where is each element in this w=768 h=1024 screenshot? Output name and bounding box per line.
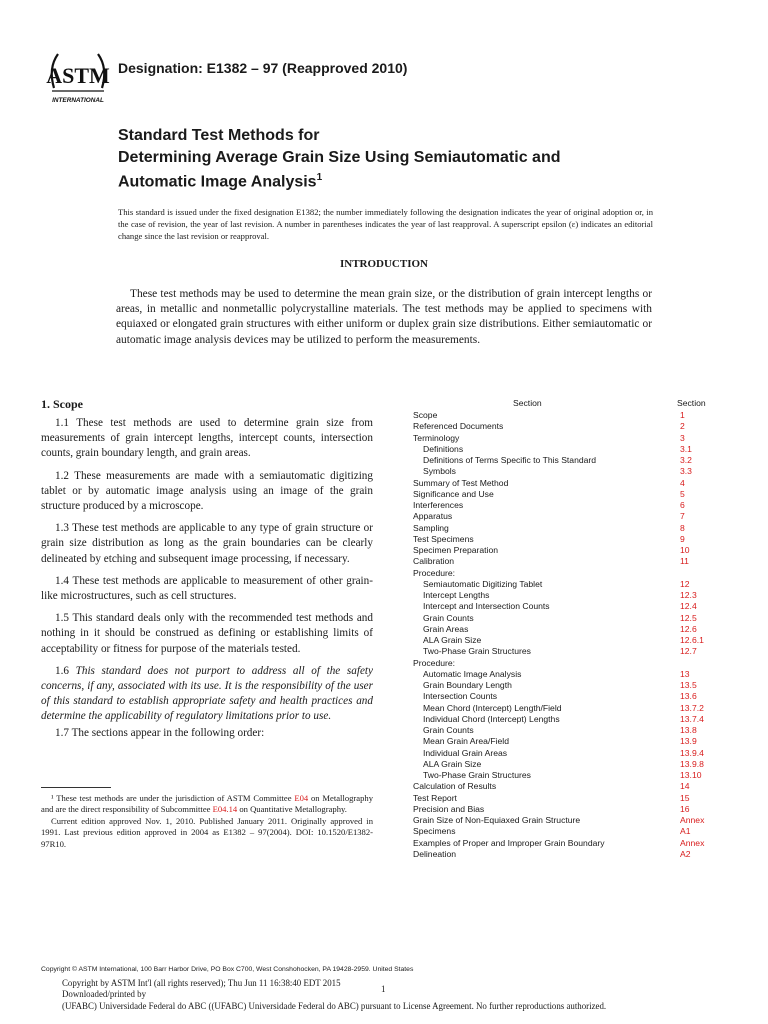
toc-row (413, 804, 713, 815)
document-title (118, 148, 718, 192)
toc-row (413, 523, 713, 534)
toc-row (413, 534, 713, 545)
toc-section-link[interactable]: 13.8 (680, 725, 697, 735)
toc-section-link[interactable]: 12.7 (680, 646, 697, 657)
toc-row (413, 849, 713, 860)
toc-label: Mean Grain Area/Field (423, 736, 509, 747)
title-line1: Standard Test Methods for (118, 127, 320, 144)
footnote-edition: Current edition approved Nov. 1, 2010. Published January 2011. Originally approved in 1991. Last previous edition approved in 2004 as E1382 – 97(2004). DOI: 10.1520/E1382-97R10. (41, 815, 373, 849)
toc-label: Apparatus (413, 511, 453, 522)
title-line3: Automatic Image Analysis (118, 173, 317, 191)
toc-row (413, 680, 713, 691)
toc-section-link[interactable]: 13.7.2 (680, 702, 704, 713)
toc-label: ALA Grain Size (423, 758, 482, 769)
scope-para-1-4: 1.4 These test methods are applicable to measurement of other grain-like microstructures, such as cell structures. (41, 574, 373, 603)
toc-row (413, 601, 713, 612)
toc-row (413, 646, 713, 657)
toc-row (413, 624, 713, 635)
toc-section-link[interactable]: 3 (680, 432, 685, 443)
toc-section-link[interactable]: 12.4 (680, 601, 697, 612)
toc-row (413, 478, 713, 489)
toc-section-link[interactable]: 7 (680, 511, 685, 522)
header-section-left: Section (513, 398, 542, 408)
toc-label: Grain Areas (423, 623, 469, 634)
scope-para-1-3: 1.3 These test methods are applicable to any type of grain structure or grain size distribution as long as the grain boundaries can be clearly delineated by etching and subsequent image processing, if necessary. (41, 522, 373, 565)
toc-section-link[interactable]: 9 (680, 533, 685, 544)
footnotes (41, 793, 373, 850)
sections-table-header (413, 398, 713, 410)
toc-section-link[interactable]: 13.7.4 (680, 713, 704, 724)
scope-para-1-6-num: 1.6 (55, 664, 76, 677)
toc-row (413, 815, 713, 826)
toc-section-link[interactable]: 10 (680, 545, 690, 555)
toc-row (413, 725, 713, 736)
download-line-1: Copyright by ASTM Int'l (all rights reserved); Thu Jun 11 16:38:40 EDT 2015 (62, 978, 341, 988)
toc-row (413, 568, 713, 579)
toc-section-link[interactable]: 12.5 (680, 612, 697, 623)
toc-label: Examples of Proper and Improper Grain Boundary (413, 837, 605, 848)
toc-label: Calculation of Results (413, 781, 497, 792)
footnote-1-text-b: on Metallography and are the direct responsibility of Subcommittee (41, 793, 373, 815)
toc-section-link[interactable]: 3.1 (680, 443, 692, 454)
subcommittee-e04-14-link[interactable]: E04.14 (212, 804, 238, 815)
toc-section-link[interactable]: A1 (680, 826, 691, 837)
footnote-divider (41, 787, 111, 788)
sections-table-body (413, 410, 713, 860)
toc-section-link[interactable]: 12.6.1 (680, 635, 704, 645)
toc-label: Terminology (413, 432, 460, 443)
toc-section-link[interactable]: 4 (680, 477, 685, 488)
toc-label: ALA Grain Size (423, 635, 482, 645)
toc-section-link[interactable]: Annex (680, 837, 705, 848)
toc-section-link[interactable]: 2 (680, 421, 685, 432)
toc-label: Grain Size of Non-Equiaxed Grain Structure (413, 815, 581, 825)
toc-label: Test Report (413, 792, 457, 803)
toc-label: Intercept Lengths (423, 590, 490, 600)
copyright-line: Copyright © ASTM International, 100 Barr Harbor Drive, PO Box C700, West Conshohocken, PA 19428-2959. United States (41, 966, 414, 973)
toc-row (413, 579, 713, 590)
toc-row (413, 556, 713, 567)
toc-section-link[interactable]: 3.3 (680, 466, 692, 477)
toc-row (413, 793, 713, 804)
committee-e04-link[interactable]: E04 (294, 793, 309, 803)
footnote-1 (41, 793, 373, 816)
toc-section-link[interactable]: 8 (680, 522, 685, 533)
toc-row (413, 433, 713, 444)
toc-row (413, 781, 713, 792)
toc-label: Two-Phase Grain Structures (423, 646, 531, 657)
toc-section-link[interactable]: 14 (680, 781, 690, 792)
toc-section-link[interactable]: 13 (680, 668, 690, 679)
scope-para-1-7: 1.7 The sections appear in the following order: (55, 726, 265, 739)
scope-para-1-6 (41, 664, 373, 725)
issued-note: This standard is issued under the fixed designation E1382; the number immediately following the designation indicates the year of original adoption or, in the case of revision, the year of last revision. A number in parentheses indicates the year of last reapproval. A superscript epsilon (ε) indicates an editorial change since the last revision or reapproval. (118, 207, 653, 241)
toc-row (413, 500, 713, 511)
toc-row (413, 410, 713, 421)
toc-section-link[interactable]: 1 (680, 410, 685, 420)
toc-label: Procedure: (413, 567, 456, 578)
logo-subtext: INTERNATIONAL (52, 97, 104, 104)
toc-label: Two-Phase Grain Structures (423, 770, 531, 780)
toc-label: Definitions of Terms Specific to This Standard (423, 455, 597, 465)
toc-label: Semiautomatic Digitizing Tablet (423, 578, 543, 589)
toc-label: Individual Grain Areas (423, 747, 508, 758)
toc-section-link[interactable]: 13.9 (680, 736, 697, 747)
scope-para-1-1: 1.1 These test methods are used to determine grain size from measurements of grain intercept lengths, intercept counts, intersection counts, grain boundary length, and grain areas. (41, 417, 373, 460)
header-section-right: Section (677, 398, 706, 408)
toc-label: Automatic Image Analysis (423, 668, 522, 679)
scope-para-1-2: 1.2 These measurements are made with a semiautomatic digitizing tablet or by automatic image analysis using an image of the grain structure produced by a microscope. (41, 469, 373, 513)
toc-row (413, 691, 713, 702)
designation: Designation: E1382 – 97 (Reapproved 2010) (118, 60, 408, 76)
toc-label: Grain Boundary Length (423, 680, 512, 690)
toc-row (413, 421, 713, 432)
toc-section-link[interactable]: 13.10 (680, 770, 702, 780)
toc-row (413, 590, 713, 601)
toc-label: Sampling (413, 522, 449, 533)
scope-heading: 1. Scope (41, 397, 83, 411)
toc-section-link[interactable]: 6 (680, 500, 685, 510)
toc-row (413, 613, 713, 624)
footnote-1-text-c: on Quantitative Metallography. (237, 804, 347, 815)
footnote-1-text-a: ¹ These test methods are under the jurisdiction of ASTM Committee (51, 793, 295, 803)
logo-text: ASTM (46, 63, 110, 88)
scope-section (41, 416, 373, 748)
toc-label: Delineation (413, 848, 456, 859)
toc-row (413, 635, 713, 646)
title-block (118, 126, 718, 192)
toc-label: Grain Counts (423, 725, 474, 735)
download-notice (62, 978, 742, 1012)
title-line2: Determining Average Grain Size Using Semiautomatic and (118, 149, 561, 166)
toc-section-link[interactable]: 12.3 (680, 590, 697, 600)
toc-label: Calibration (413, 556, 455, 567)
toc-label: Referenced Documents (413, 421, 504, 432)
toc-label: Mean Chord (Intercept) Length/Field (423, 702, 562, 713)
title-footnote-mark: 1 (316, 172, 323, 183)
introduction-heading: INTRODUCTION (339, 258, 428, 270)
toc-row (413, 770, 713, 781)
toc-section-link[interactable]: 16 (680, 803, 690, 814)
toc-row (413, 669, 713, 680)
toc-row (413, 736, 713, 747)
toc-label: Summary of Test Method (413, 477, 509, 488)
toc-label: Intercept and Intersection Counts (423, 601, 550, 612)
toc-row (413, 545, 713, 556)
toc-section-link[interactable]: 11 (680, 556, 689, 567)
toc-row (413, 455, 713, 466)
toc-row (413, 489, 713, 500)
toc-row (413, 444, 713, 455)
toc-label: Scope (413, 410, 438, 420)
toc-row (413, 658, 713, 669)
toc-label: Interferences (413, 500, 464, 510)
toc-row (413, 466, 713, 477)
toc-label: Intersection Counts (423, 691, 498, 702)
toc-section-link[interactable]: A2 (680, 848, 691, 859)
toc-section-link[interactable]: 12.6 (680, 623, 697, 634)
toc-label: Test Specimens (413, 533, 474, 544)
toc-label: Definitions (423, 443, 464, 454)
toc-row (413, 714, 713, 725)
introduction-text: These test methods may be used to determine the mean grain size, or the distribution of grain intercept lengths or areas, in metallic and nonmetallic polycrystalline materials. The test methods may be applied to specimens with equiaxed or elongated grain structures with either uniform or duplex grain size distributions. Either semiautomatic or automatic image analysis devices may be utilized to perform the measurements. (116, 288, 652, 346)
toc-row (413, 703, 713, 714)
toc-section-link[interactable]: 13.6 (680, 691, 697, 702)
toc-label: Procedure: (413, 657, 456, 668)
toc-section-link[interactable]: 13.9.8 (680, 758, 704, 769)
toc-section-link[interactable]: Annex (680, 815, 705, 825)
download-line-2: Downloaded/printed by (62, 989, 147, 1000)
toc-label: Individual Chord (Intercept) Lengths (423, 713, 560, 724)
toc-label: Specimen Preparation (413, 545, 499, 555)
toc-row (413, 826, 713, 837)
toc-label: Symbols (423, 466, 456, 477)
toc-section-link[interactable]: 13.5 (680, 680, 697, 690)
toc-section-link[interactable]: 3.2 (680, 455, 692, 465)
toc-label: Specimens (413, 826, 456, 837)
scope-para-1-5: 1.5 This standard deals only with the recommended test methods and nothing in it should be construed as defining or establishing limits of acceptability or fitness for purpose of the materials tested. (41, 612, 373, 655)
page-number: 1 (381, 984, 386, 994)
astm-logo (44, 44, 112, 108)
toc-row (413, 748, 713, 759)
toc-row (413, 511, 713, 522)
sections-table (413, 398, 713, 860)
toc-section-link[interactable]: 15 (680, 792, 690, 803)
toc-section-link[interactable]: 13.9.4 (680, 747, 704, 758)
toc-section-link[interactable]: 5 (680, 488, 685, 499)
toc-section-link[interactable]: 12 (680, 578, 690, 589)
toc-label: Significance and Use (413, 488, 494, 499)
scope-para-1-6-safety: This standard does not purport to address all of the safety concerns, if any, associated with its use. It is the responsibility of the user of this standard to establish appropriate safety and health practices and determine the applicability of regulatory limitations prior to use. (41, 664, 373, 723)
toc-row (413, 838, 713, 849)
toc-row (413, 759, 713, 770)
toc-label: Grain Counts (423, 612, 474, 623)
download-line-3: (UFABC) Universidade Federal do ABC ((UFABC) Universidade Federal do ABC) pursuant to License Agreement. No further reproductions authorized. (62, 1000, 607, 1011)
toc-label: Precision and Bias (413, 803, 485, 814)
